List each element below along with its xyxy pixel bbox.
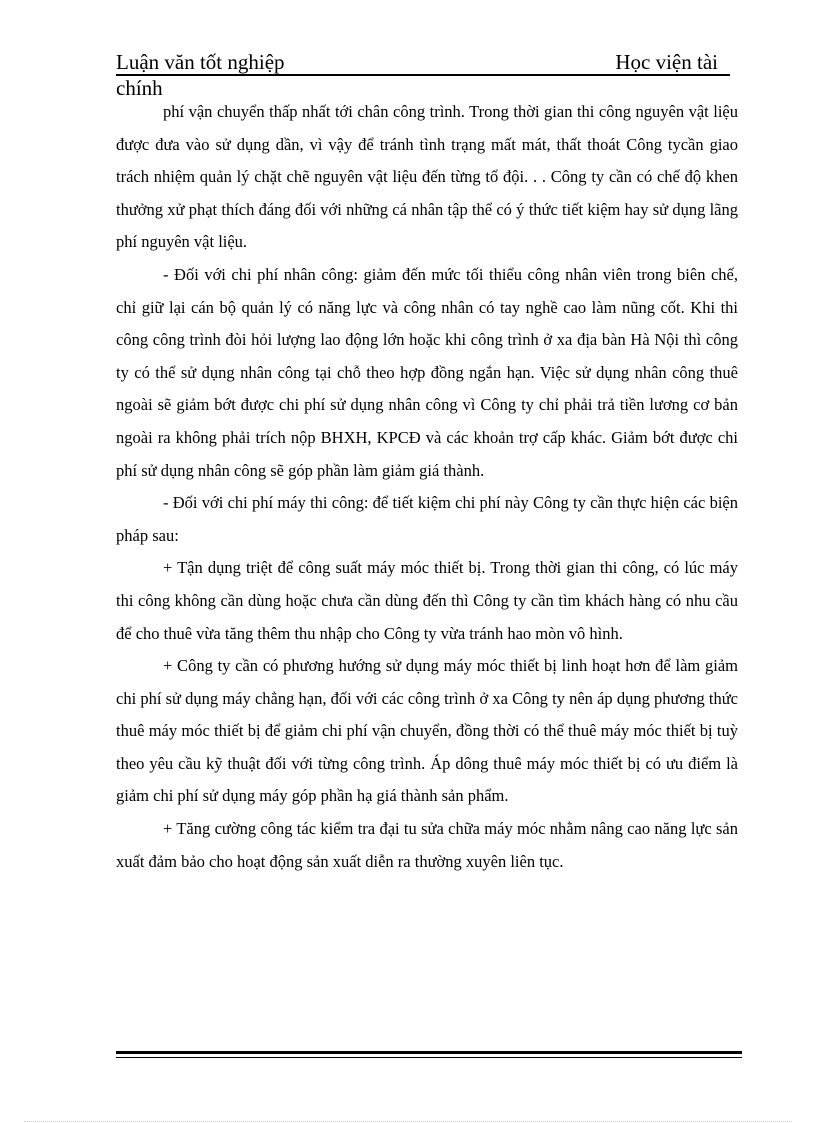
header-title-left: Luận văn tốt nghiệp xyxy=(116,50,285,74)
page-header xyxy=(116,50,730,76)
paragraph-machine-maintenance: + Tăng cường công tác kiểm tra đại tu sửa chữa máy móc nhằm nâng cao năng lực sản xuất đảm bảo cho hoạt động sản xuất diễn ra thường xuyên liên tục. xyxy=(116,819,738,871)
paragraph-machine-flexibility: + Công ty cần có phương hướng sử dụng máy móc thiết bị linh hoạt hơn để làm giảm chi phí sử dụng máy chẳng hạn, đối với các công trình ở xa Công ty nên áp dụng phương thức thuê máy móc thiết bị để giảm chi phí vận chuyển, đồng thời có thể thuê máy móc thiết bị tuỳ theo yêu cầu kỹ thuật đối với từng công trình. Áp dông thuê máy móc thiết bị có ưu điểm là giảm chi phí sử dụng máy góp phần hạ giá thành sản phẩm. xyxy=(116,656,738,806)
page-bottom-edge xyxy=(24,1121,792,1122)
header-title-right: Học viện tài xyxy=(615,50,718,74)
paragraph-material-costs: phí vận chuyển thấp nhất tới chân công trình. Trong thời gian thi công nguyên vật liệu được đưa vào sử dụng dần, vì vậy để tránh tình trạng mất mát, thất thoát Công tycần giao trách nhiệm quản lý chặt chẽ nguyên vật liệu đến từng tổ đội. . . Công ty cần có chế độ khen thưởng xử phạt thích đáng đối với những cá nhân tập thể có ý thức tiết kiệm hay sử dụng lãng phí nguyên vật liệu. xyxy=(116,102,738,252)
footer-rule-thick xyxy=(116,1051,742,1054)
paragraph-machine-costs: - Đối với chi phí máy thi công: để tiết kiệm chi phí này Công ty cần thực hiện các biện pháp sau: xyxy=(116,493,738,545)
footer-rule-thin xyxy=(116,1057,742,1058)
paragraph-machine-capacity: + Tận dụng triệt để công suất máy móc thiết bị. Trong thời gian thi công, có lúc máy thi công không cần dùng hoặc chưa cần dùng đến thì Công ty cần tìm khách hàng có nhu cầu để cho thuê vừa tăng thêm thu nhập cho Công ty vừa tránh hao mòn vô hình. xyxy=(116,558,738,643)
document-body xyxy=(116,96,738,878)
header-title-continuation: chính xyxy=(116,76,163,100)
paragraph-labor-costs: - Đối với chi phí nhân công: giảm đến mức tối thiểu công nhân viên trong biên chế, chỉ giữ lại cán bộ quản lý có năng lực và công nhân có tay nghề cao làm nũng cốt. Khi thi công công trình đòi hỏi lượng lao động lớn hoặc khi công trình ở xa địa bàn Hà Nội thì công ty có thể sử dụng nhân công tại chỗ theo hợp đồng ngắn hạn. Việc sử dụng nhân công thuê ngoài sẽ giảm bớt được chi phí sử dụng nhân công vì Công ty chỉ phải trả tiền lương cơ bản ngoài ra không phải trích nộp BHXH, KPCĐ và các khoản trợ cấp khác. Giảm bớt được chi phí sử dụng nhân công sẽ góp phần làm giảm giá thành. xyxy=(116,264,738,480)
